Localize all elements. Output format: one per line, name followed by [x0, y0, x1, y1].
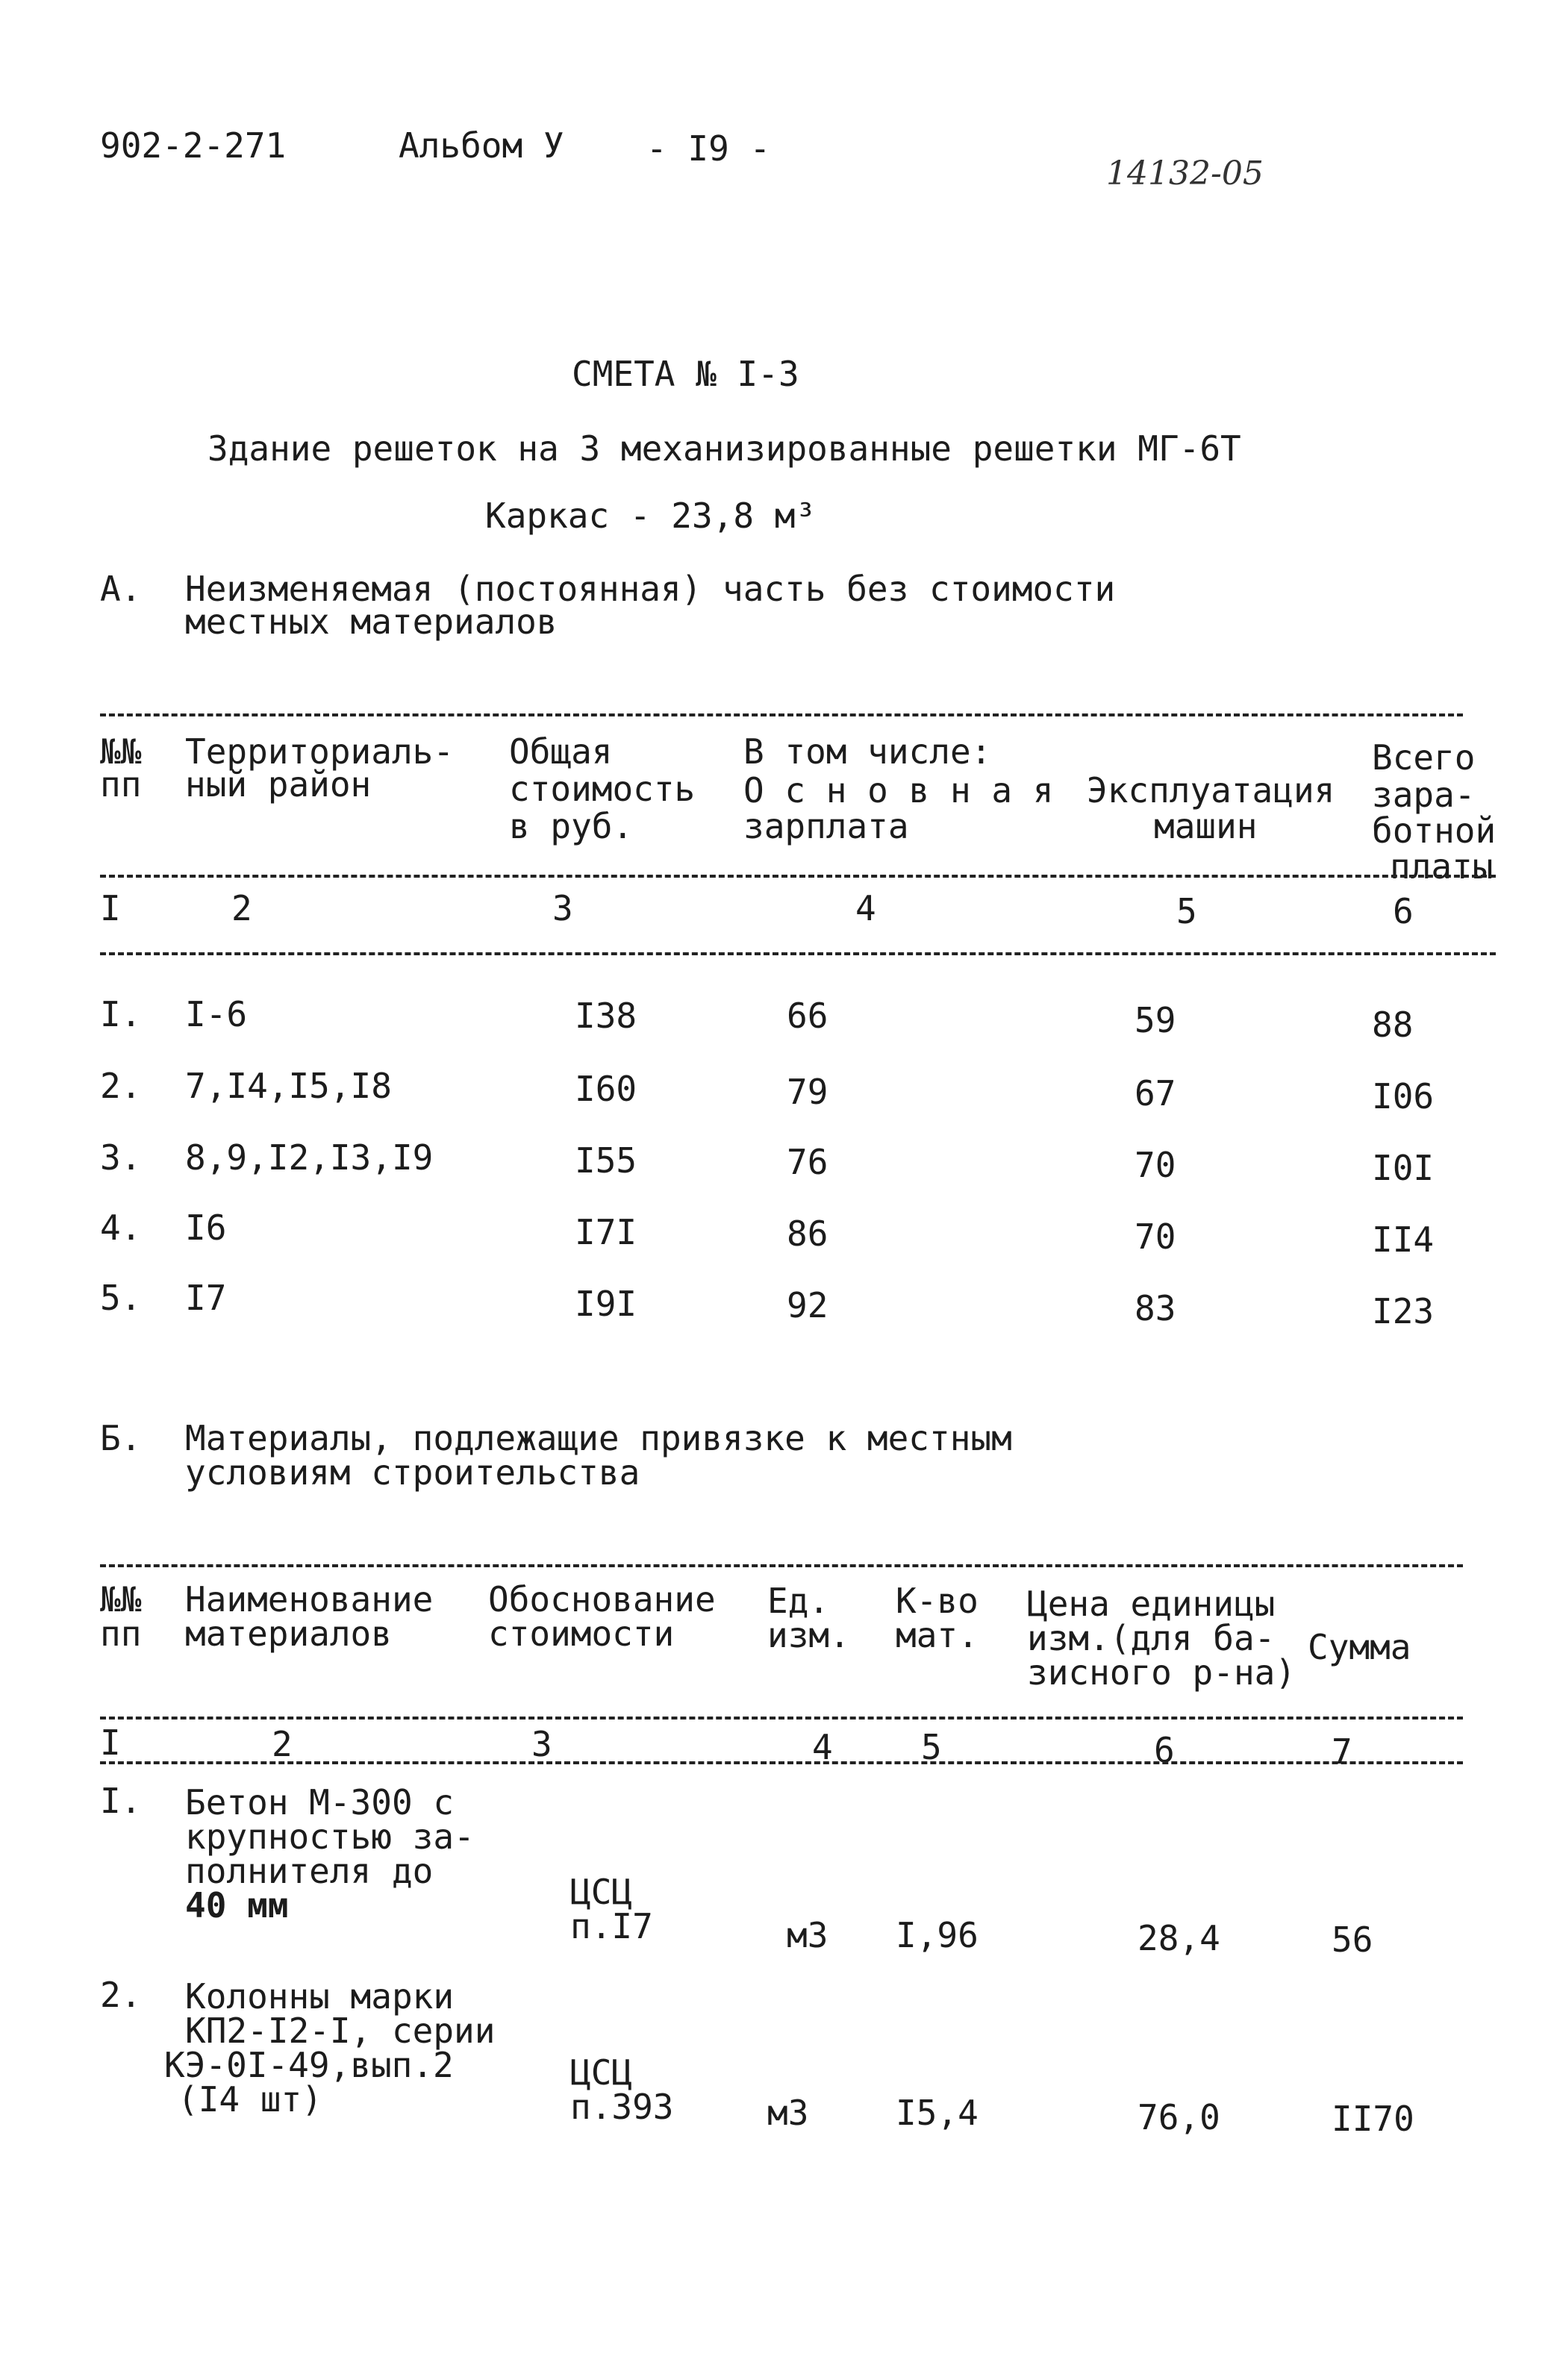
b-row-sum: II70: [1332, 2099, 1414, 2139]
b-row-basis: ЦСЦ: [570, 2052, 633, 2093]
b-row-name-line: КЭ-0I-49,вып.2: [164, 2045, 454, 2085]
a-header-total: Всего: [1372, 737, 1476, 778]
table-b-colnum-rule: [100, 1761, 1463, 1764]
a-row-wage: 92: [787, 1285, 828, 1325]
a-header-main-wage: О с н о в н а я: [743, 770, 1054, 810]
a-row-num: 4.: [100, 1208, 142, 1248]
a-header-num2: пп: [100, 764, 142, 805]
b-colnum-6: 6: [1154, 1730, 1175, 1770]
a-row-cost: I9I: [575, 1284, 637, 1324]
b-colnum-5: 5: [921, 1727, 942, 1767]
a-header-including: В том числе:: [743, 731, 992, 772]
b-header-name2: материалов: [185, 1614, 392, 1654]
b-row-name-line: 40 мм: [185, 1885, 289, 1925]
a-row-wage: 66: [787, 996, 828, 1036]
a-row-machines: 67: [1135, 1073, 1176, 1114]
a-header-total4: платы: [1390, 846, 1494, 887]
a-row-total: I0I: [1372, 1148, 1435, 1188]
a-row-cost: I7I: [575, 1212, 637, 1252]
b-row-unit: м3: [767, 2093, 809, 2133]
a-row-num: 5.: [100, 1278, 142, 1318]
b-row-price: 76,0: [1137, 2097, 1220, 2137]
a-row-wage: 79: [787, 1072, 828, 1112]
b-header-qty2: мат.: [896, 1615, 979, 1655]
a-colnum-5: 5: [1176, 891, 1197, 931]
b-colnum-3: 3: [531, 1724, 552, 1764]
a-row-total: I06: [1372, 1076, 1435, 1116]
b-row-name-line: крупностью за-: [185, 1817, 475, 1857]
a-row-total: I23: [1372, 1291, 1435, 1331]
a-row-num: 2.: [100, 1066, 142, 1106]
a-colnum-1: I: [100, 888, 121, 928]
b-row-name-line: (I4 шт): [178, 2079, 322, 2120]
b-header-price: Цена единицы: [1027, 1584, 1276, 1624]
b-row-name-line: КП2-I2-I, серии: [185, 2011, 496, 2051]
a-header-machines: Эксплуатация: [1087, 770, 1335, 810]
a-row-machines: 83: [1135, 1288, 1176, 1328]
a-row-region: I-6: [185, 994, 248, 1034]
a-header-main-wage2: зарплата: [743, 806, 909, 846]
section-a-line2: местных материалов: [185, 602, 558, 642]
b-row-name-line: Бетон М-300 с: [185, 1782, 455, 1823]
b-header-unit: Ед.: [767, 1581, 830, 1621]
a-row-cost: I60: [575, 1069, 637, 1109]
a-row-wage: 76: [787, 1142, 828, 1182]
b-row-qty: I,96: [896, 1915, 979, 1955]
album-label: Альбом У: [399, 125, 564, 166]
b-colnum-1: I: [100, 1722, 121, 1763]
handwritten-number: 14132-05: [1106, 154, 1264, 193]
section-a-line1: Неизменяемая (постоянная) часть без стоимости: [185, 569, 1116, 609]
a-row-cost: I38: [575, 996, 637, 1036]
b-header-qty: К-во: [896, 1581, 979, 1621]
a-row-wage: 86: [787, 1214, 828, 1254]
a-row-region: I6: [185, 1208, 227, 1248]
b-header-num2: пп: [100, 1614, 142, 1654]
table-b-header-rule: [100, 1717, 1463, 1720]
a-colnum-2: 2: [231, 888, 252, 928]
a-header-cost2: стоимость: [509, 769, 696, 809]
b-colnum-7: 7: [1332, 1731, 1352, 1772]
a-row-region: 7,I4,I5,I8: [185, 1066, 392, 1106]
document-code: 902-2-271: [100, 125, 287, 166]
b-row-name-line: Колонны марки: [185, 1976, 455, 2017]
section-b-letter: Б.: [100, 1418, 142, 1458]
a-colnum-3: 3: [552, 888, 573, 928]
b-row-basis: п.393: [570, 2087, 674, 2127]
a-header-machines2: машин: [1154, 806, 1258, 846]
a-header-cost3: в руб.: [509, 806, 634, 846]
a-header-total3: ботной: [1372, 810, 1497, 851]
a-header-territory: Территориаль-: [185, 731, 455, 772]
b-row-basis: ЦСЦ: [570, 1872, 633, 1912]
a-colnum-4: 4: [855, 888, 876, 928]
a-row-machines: 70: [1135, 1216, 1176, 1257]
b-row-num: I.: [100, 1781, 142, 1821]
b-row-num: 2.: [100, 1975, 142, 2015]
b-row-sum: 56: [1332, 1920, 1373, 1960]
b-header-basis: Обоснование: [488, 1579, 716, 1620]
a-row-region: 8,9,I2,I3,I9: [185, 1137, 434, 1178]
a-row-cost: I55: [575, 1140, 637, 1181]
b-header-name: Наименование: [185, 1579, 434, 1620]
a-header-territory2: ный район: [185, 764, 372, 805]
table-a-header-rule: [100, 875, 1496, 878]
b-row-qty: I5,4: [896, 2093, 979, 2133]
b-row-price: 28,4: [1137, 1918, 1220, 1958]
a-row-total: II4: [1372, 1219, 1435, 1260]
b-header-price3: зисного р-на): [1027, 1652, 1296, 1693]
a-colnum-6: 6: [1393, 891, 1414, 931]
a-header-num: №№: [100, 731, 142, 772]
a-header-cost: Общая: [509, 731, 613, 772]
a-row-total: 88: [1372, 1005, 1414, 1045]
table-b-top-rule: [100, 1564, 1463, 1567]
table-a-top-rule: [100, 713, 1463, 716]
b-row-basis: п.I7: [570, 1906, 653, 1946]
a-row-num: 3.: [100, 1137, 142, 1178]
building-title: Здание решеток на 3 механизированные решетки МГ-6Т: [207, 428, 1241, 469]
b-header-sum: Сумма: [1308, 1627, 1411, 1667]
b-header-unit2: изм.: [767, 1615, 850, 1655]
section-b-line1: Материалы, подлежащие привязке к местным: [185, 1418, 1012, 1458]
b-colnum-2: 2: [272, 1724, 293, 1764]
smeta-title: СМЕТА № I-3: [572, 354, 799, 394]
a-row-num: I.: [100, 994, 142, 1034]
section-b-line2: условиям строительства: [185, 1452, 640, 1493]
b-header-price2: изм.(для ба-: [1027, 1618, 1276, 1658]
a-row-machines: 59: [1135, 1000, 1176, 1040]
a-header-total2: зара-: [1372, 775, 1476, 815]
a-row-region: I7: [185, 1278, 227, 1318]
page-number: - I9 -: [646, 128, 771, 169]
b-header-num: №№: [100, 1579, 142, 1620]
b-header-basis2: стоимости: [488, 1614, 675, 1654]
b-colnum-4: 4: [812, 1727, 833, 1767]
frame-volume: Каркас - 23,8 м³: [485, 496, 817, 536]
b-row-name-line: полнителя до: [185, 1851, 434, 1891]
section-a-letter: А.: [100, 569, 142, 609]
a-row-machines: 70: [1135, 1145, 1176, 1185]
table-a-colnum-rule: [100, 952, 1496, 955]
b-row-unit: м3: [787, 1915, 828, 1955]
